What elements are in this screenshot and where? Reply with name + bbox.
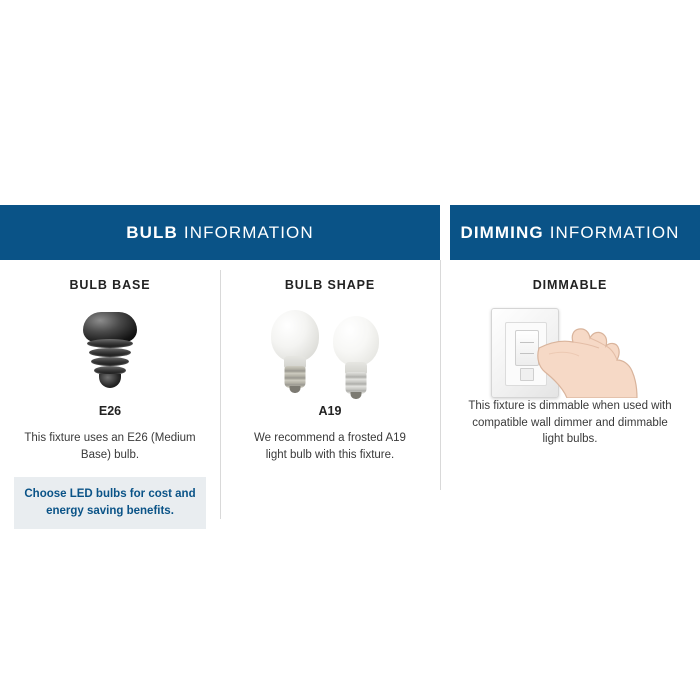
banner-gap [440, 205, 450, 260]
bulb-base-description: This fixture uses an E26 (Medium Base) bulb. [24, 432, 196, 461]
bulb-shape-title: BULB SHAPE [284, 278, 376, 292]
bulb-shape-description: We recommend a frosted A19 light bulb with this fixture. [254, 432, 406, 461]
bulb-banner-light-text: INFORMATION [183, 222, 314, 242]
dimmable-description: This fixture is dimmable when used with compatible wall dimmer and dimmable light bulbs. [468, 400, 672, 446]
dimmable-art [440, 306, 700, 398]
bulb-shape-a19-icon [255, 306, 405, 398]
dimming-banner-light-text: INFORMATION [549, 222, 680, 242]
column-divider [220, 270, 221, 519]
bulb-columns [0, 260, 440, 529]
bulb-shape-art [220, 306, 440, 398]
bulb-glass-right [333, 316, 379, 366]
bulb-information-banner [0, 205, 440, 260]
bulb-base-e26-icon [78, 312, 142, 392]
led-bulb-tip: Choose LED bulbs for cost and energy saving benefits. [14, 477, 206, 528]
bulb-base-title: BULB BASE [69, 278, 151, 292]
wall-dimmer-switch-icon [485, 306, 655, 398]
dimming-banner-strong-text: DIMMING [460, 222, 544, 242]
bulb-base-art [0, 306, 220, 398]
bulb-shape-label: A19 [318, 404, 342, 418]
bulb-base-label: E26 [98, 404, 122, 418]
dimming-information-banner [440, 205, 700, 260]
bulb-information-panel [0, 205, 440, 529]
bulb-base-column [0, 260, 220, 529]
bulb-glass-left [271, 310, 319, 362]
info-panels [0, 205, 700, 529]
dimming-information-panel [440, 205, 700, 529]
bulb-banner-strong-text: BULB [126, 222, 178, 242]
bulb-shape-column [220, 260, 440, 529]
dimmable-title: DIMMABLE [532, 278, 608, 292]
pointing-hand-icon [537, 314, 655, 398]
dimming-columns [440, 260, 700, 448]
dimmable-column [440, 260, 700, 448]
